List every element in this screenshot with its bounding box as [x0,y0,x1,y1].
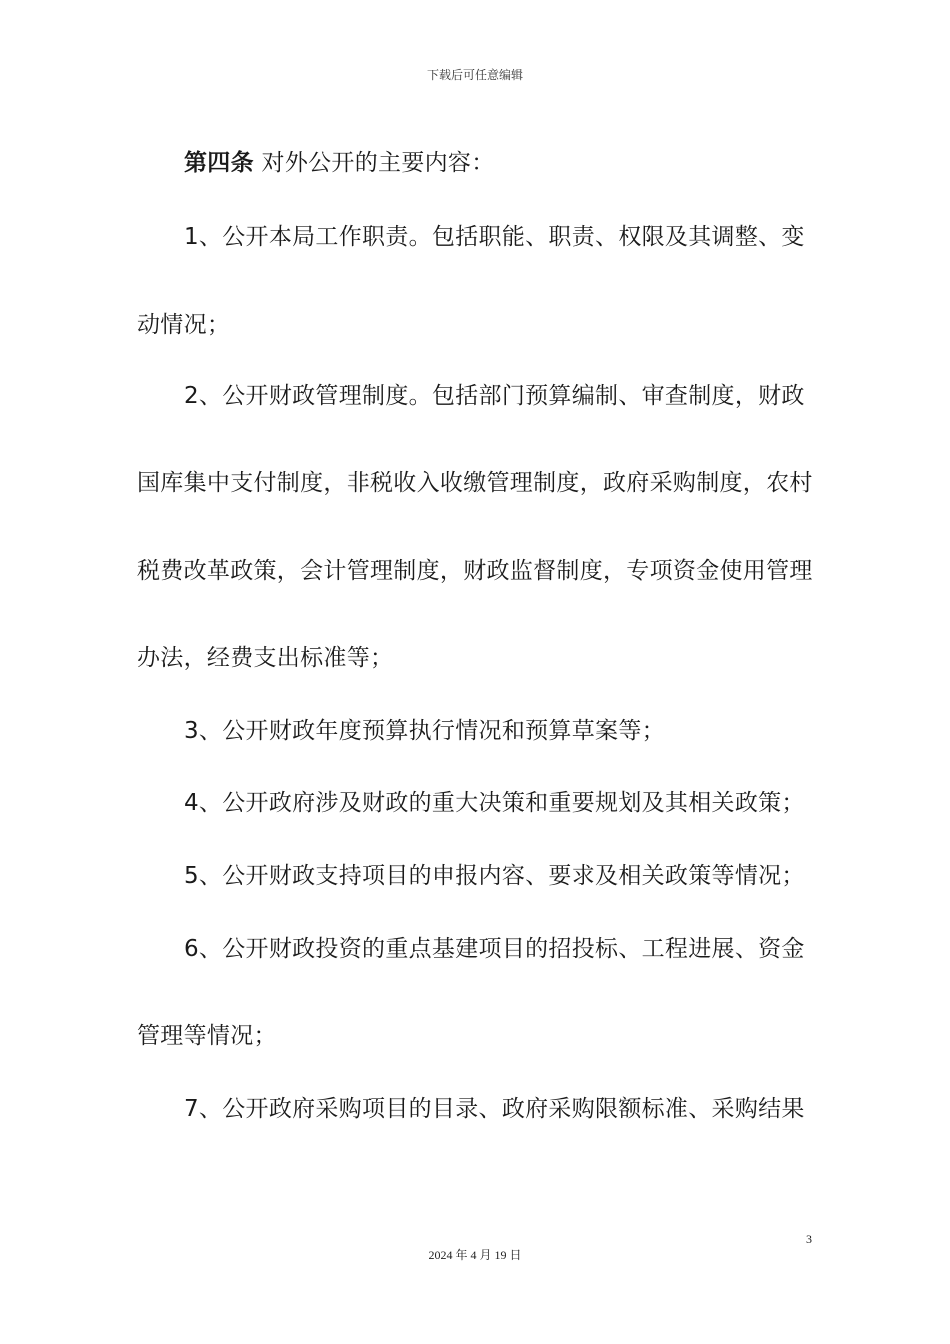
paragraph-line: 2、公开财政管理制度。包括部门预算编制、审查制度，财政 [184,383,805,409]
paragraph-line: 4、公开政府涉及财政的重大决策和重要规划及其相关政策； [184,790,805,816]
article-heading [184,148,495,178]
paragraph-line: 1、公开本局工作职责。包括职能、职责、权限及其调整、变 [184,224,805,250]
page-header: 下载后可任意编辑 [426,68,523,82]
paragraph-line: 7、公开政府采购项目的目录、政府采购限额标准、采购结果 [184,1096,805,1122]
article-heading-label: 第四条 [184,150,254,176]
paragraph-line: 管理等情况； [137,1023,277,1049]
paragraph-line: 5、公开财政支持项目的申报内容、要求及相关政策等情况； [184,863,805,889]
paragraph-line: 税费改革政策，会计管理制度，财政监督制度，专项资金使用管理 [137,558,813,584]
page-number: 3 [806,1232,812,1246]
paragraph-line: 国库集中支付制度，非税收入收缴管理制度，政府采购制度，农村 [137,470,813,496]
page-footer-date: 2024 年 4 月 19 日 [428,1248,522,1262]
paragraph-line: 办法，经费支出标准等； [137,645,394,671]
article-heading-text: 对外公开的主要内容： [253,150,495,176]
paragraph-line: 3、公开财政年度预算执行情况和预算草案等； [184,718,665,744]
paragraph-line: 动情况； [137,312,231,338]
paragraph-line: 6、公开财政投资的重点基建项目的招投标、工程进展、资金 [184,936,805,962]
